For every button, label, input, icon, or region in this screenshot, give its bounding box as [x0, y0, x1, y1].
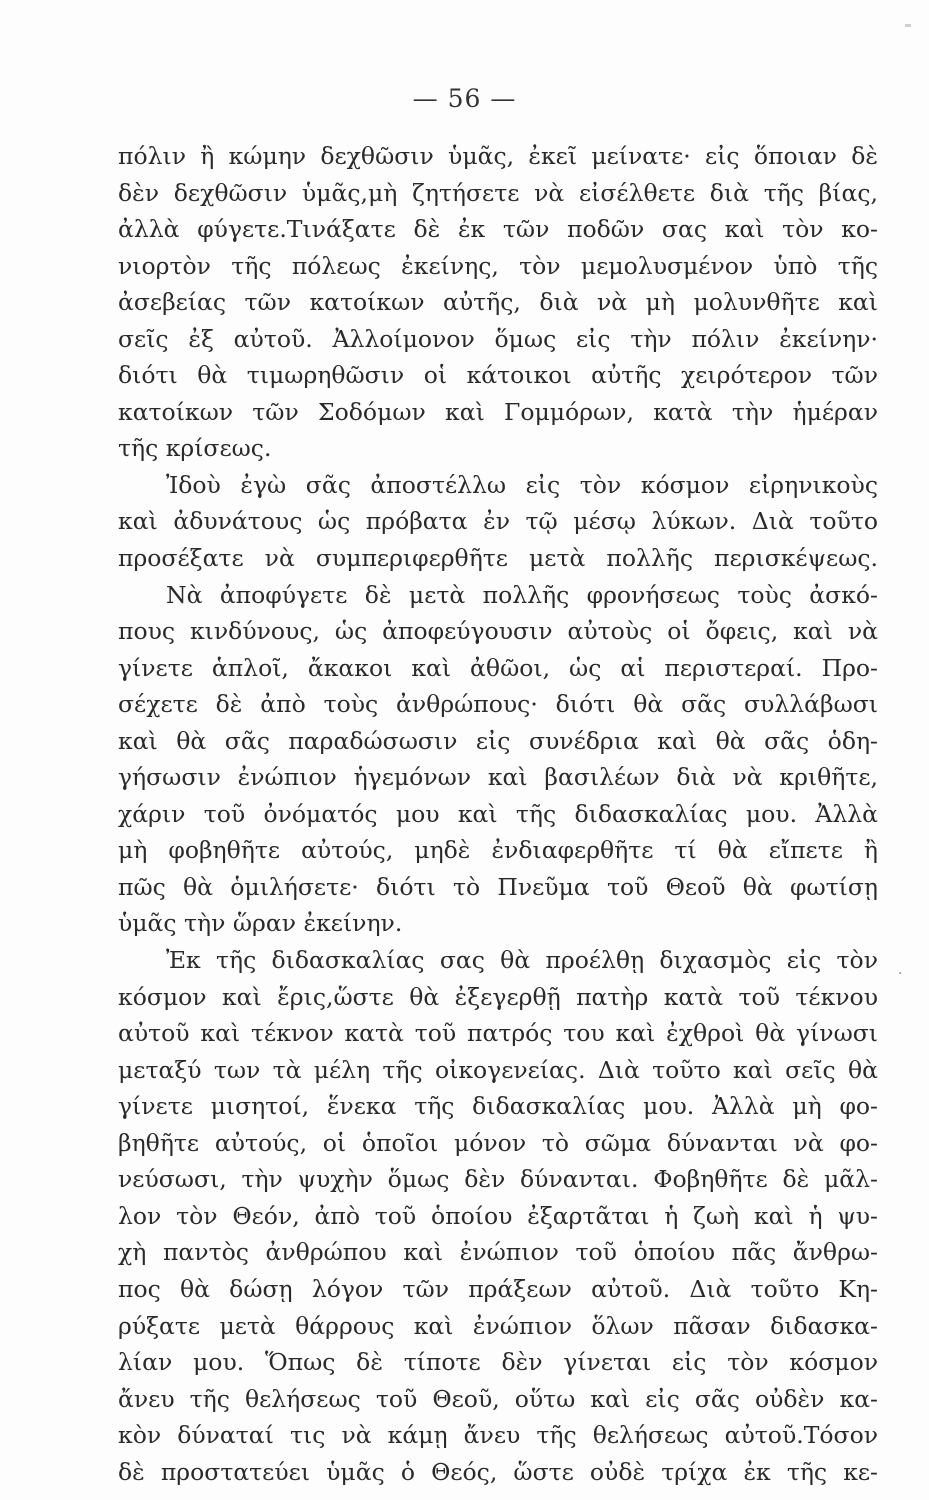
- text-line: κὸν δύναταί τις νὰ κάμῃ ἄνευ τῆς θελήσεως αὐτοῦ.Τόσον: [118, 1421, 878, 1450]
- text-line: ὑμᾶς τὴν ὥραν ἐκείνην.: [118, 909, 403, 938]
- text-line: μὴ φοβηθῆτε αὐτούς, μηδὲ ἐνδιαφερθῆτε τί θὰ εἴπετε ἢ: [118, 836, 878, 865]
- text-line: τῆς κρίσεως.: [118, 434, 272, 463]
- text-line: γίνετε ἁπλοῖ, ἄκακοι καὶ ἀθῶοι, ὡς αἱ περιστεραί. Προ-: [118, 653, 878, 682]
- margin-dot: ·: [898, 966, 903, 982]
- text-line: χάριν τοῦ ὀνόματός μου καὶ τῆς διδασκαλίας μου. Ἀλλὰ: [118, 799, 878, 828]
- text-line: ἄνευ τῆς θελήσεως τοῦ Θεοῦ, οὕτω καὶ εἰς σᾶς οὐδὲν κα-: [118, 1384, 878, 1413]
- text-line: γίνετε μισητοί, ἕνεκα τῆς διδασκαλίας μου. Ἀλλὰ μὴ φο-: [118, 1092, 878, 1121]
- text-line: κόσμον καὶ ἔρις,ὥστε θὰ ἐξεγερθῇ πατὴρ κατὰ τοῦ τέκνου: [118, 982, 878, 1011]
- text-line: Νὰ ἀποφύγετε δὲ μετὰ πολλῆς φρονήσεως τοὺς ἀσκό-: [166, 580, 878, 609]
- text-line: λίαν μου. Ὅπως δὲ τίποτε δὲν γίνεται εἰς τὸν κόσμον: [118, 1348, 878, 1377]
- text-line: νεύσωσι, τὴν ψυχὴν ὅμως δὲν δύνανται. Φοβηθῆτε δὲ μᾶλ-: [118, 1165, 878, 1194]
- text-line: μεταξύ των τὰ μέλη τῆς οἰκογενείας. Διὰ τοῦτο καὶ σεῖς θὰ: [118, 1055, 878, 1084]
- text-line: ἀσεβείας τῶν κατοίκων αὐτῆς, διὰ νὰ μὴ μολυνθῆτε καὶ: [118, 288, 878, 317]
- text-line: ρύξατε μετὰ θάρρους καὶ ἐνώπιον ὅλων πᾶσαν διδασκα-: [118, 1311, 878, 1340]
- text-line: πος θὰ δώσῃ λόγον τῶν πράξεων αὐτοῦ. Διὰ τοῦτο Κη-: [118, 1274, 878, 1303]
- page-number: — 56 —: [412, 84, 517, 113]
- text-line: γήσωσιν ἐνώπιον ἡγεμόνων καὶ βασιλέων διὰ νὰ κριθῆτε,: [118, 763, 878, 792]
- text-line: διότι θὰ τιμωρηθῶσιν οἱ κάτοικοι αὐτῆς χειρότερον τῶν: [118, 361, 878, 390]
- text-line: προσέξατε νὰ συμπεριφερθῆτε μετὰ πολλῆς περισκέψεως.: [118, 544, 878, 573]
- corner-scan-mark: [905, 24, 911, 27]
- text-line: δὲ προστατεύει ὑμᾶς ὁ Θεός, ὥστε οὐδὲ τρίχα ἐκ τῆς κε-: [118, 1457, 878, 1486]
- text-line: δὲν δεχθῶσιν ὑμᾶς,μὴ ζητήσετε νὰ εἰσέλθετε διὰ τῆς βίας,: [118, 178, 878, 207]
- text-line: πῶς θὰ ὁμιλήσετε· διότι τὸ Πνεῦμα τοῦ Θεοῦ θὰ φωτίσῃ: [118, 872, 878, 901]
- text-line: πόλιν ἢ κώμην δεχθῶσιν ὑμᾶς, ἐκεῖ μείνατε· εἰς ὅποιαν δὲ: [118, 142, 878, 170]
- text-line: ἀλλὰ φύγετε.Τινάξατε δὲ ἐκ τῶν ποδῶν σας καὶ τὸν κο-: [118, 215, 878, 244]
- page-text: [118, 138, 878, 1490]
- text-line: πους κινδύνους, ὡς ἀποφεύγουσιν αὐτοὺς οἱ ὄφεις, καὶ νὰ: [118, 617, 878, 646]
- text-line: καὶ θὰ σᾶς παραδώσωσιν εἰς συνέδρια καὶ θὰ σᾶς ὁδη-: [118, 726, 878, 755]
- text-line: Ἐκ τῆς διδασκαλίας σας θὰ προέλθῃ διχασμὸς εἰς τὸν: [166, 946, 878, 975]
- text-line: λον τὸν Θεόν, ἀπὸ τοῦ ὁποίου ἐξαρτᾶται ἡ ζωὴ καὶ ἡ ψυ-: [118, 1201, 878, 1230]
- text-line: σεῖς ἐξ αὐτοῦ. Ἀλλοίμονον ὅμως εἰς τὴν πόλιν ἐκείνην·: [118, 324, 878, 353]
- text-line: χὴ παντὸς ἀνθρώπου καὶ ἐνώπιον τοῦ ὁποίου πᾶς ἄνθρω-: [118, 1238, 878, 1267]
- text-line: αὐτοῦ καὶ τέκνον κατὰ τοῦ πατρός του καὶ ἐχθροὶ θὰ γίνωσι: [118, 1019, 878, 1048]
- text-line: κατοίκων τῶν Σοδόμων καὶ Γομμόρων, κατὰ τὴν ἡμέραν: [118, 397, 878, 426]
- text-line: νιορτὸν τῆς πόλεως ἐκείνης, τὸν μεμολυσμένον ὑπὸ τῆς: [118, 251, 878, 280]
- text-line: Ἰδοὺ ἐγὼ σᾶς ἀποστέλλω εἰς τὸν κόσμον εἰρηνικοὺς: [166, 470, 878, 499]
- text-line: βηθῆτε αὐτούς, οἱ ὁποῖοι μόνον τὸ σῶμα δύνανται νὰ φο-: [118, 1128, 878, 1157]
- text-line: σέχετε δὲ ἀπὸ τοὺς ἀνθρώπους· διότι θὰ σᾶς συλλάβωσι: [118, 690, 878, 719]
- text-line: καὶ ἀδυνάτους ὡς πρόβατα ἐν τῷ μέσῳ λύκων. Διὰ τοῦτο: [118, 507, 878, 536]
